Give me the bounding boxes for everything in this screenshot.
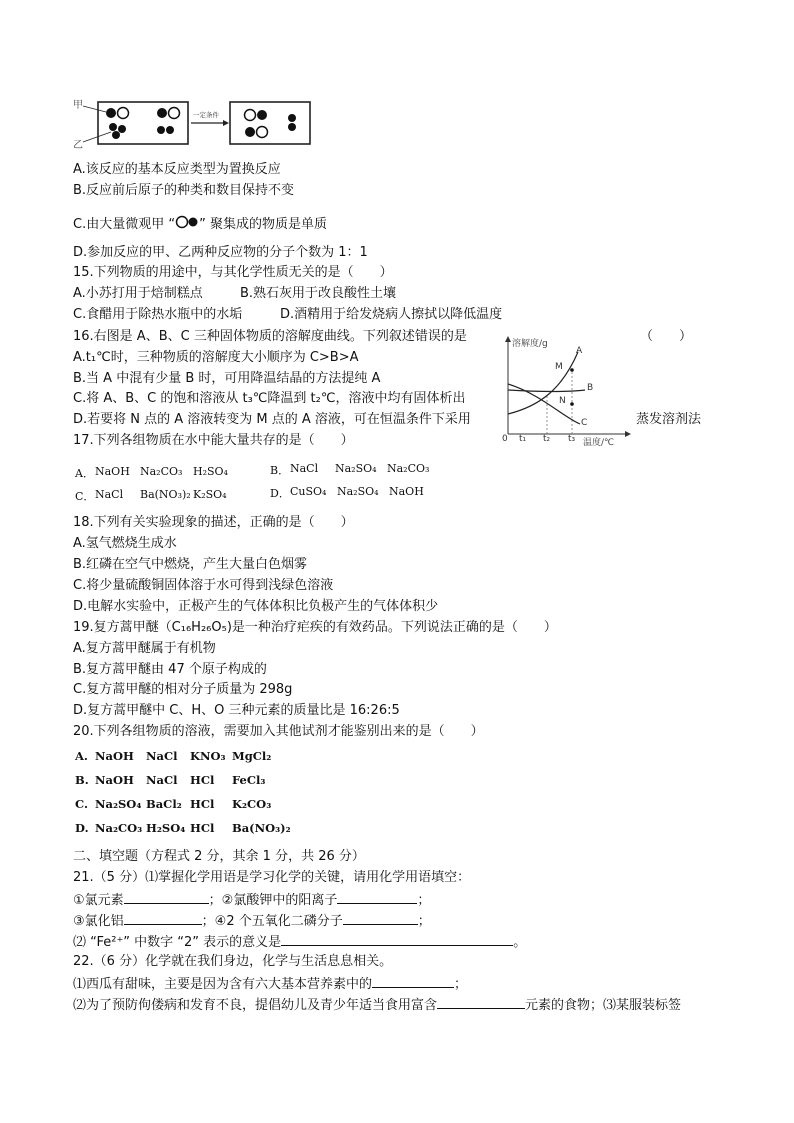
q16-option-d-tail: 蒸发溶剂法 xyxy=(636,412,702,427)
answer-blank[interactable] xyxy=(124,890,209,904)
atom-white xyxy=(257,127,268,138)
arrow-label: 一定条件 xyxy=(193,111,219,119)
q20-row-item: NaOH xyxy=(95,773,134,787)
q15-option-a: A.小苏打用于焙制糕点 xyxy=(73,286,203,301)
q21-part-2-end: 。 xyxy=(513,935,527,950)
q21-item-4-end: ； xyxy=(417,914,431,929)
q20-row-item: MgCl₂ xyxy=(232,749,272,763)
series-label-b: B xyxy=(587,383,594,393)
q20-row-item: HCl xyxy=(190,797,215,811)
q17-a-item: H₂SO₄ xyxy=(193,465,228,478)
curve-b xyxy=(508,390,585,392)
q19-stem: 19.复方蒿甲醚（C₁₆H₂₆O₅)是一种治疗疟疾的有效药品。下列说法正确的是（ ） xyxy=(73,620,557,635)
series-label-c: C xyxy=(581,418,588,428)
section-2-title: 二、填空题（方程式 2 分，其余 1 分，共 26 分） xyxy=(73,849,365,864)
q18-option-c: C.将少量硫酸铜固体溶于水可得到浅绿色溶液 xyxy=(73,578,334,593)
reaction-figure xyxy=(73,96,333,151)
q22-part-1-end: ； xyxy=(454,977,468,992)
q17-d-label: D． xyxy=(270,487,290,500)
atom-black xyxy=(118,125,126,133)
tick-t1: t₁ xyxy=(519,434,527,444)
q14-option-c-post: ” 聚集成的物质是单质 xyxy=(199,217,327,232)
q16-option-b: B.当 A 中混有少量 B 时，可用降温结晶的方法提纯 A xyxy=(73,371,381,386)
q17-b-item: Na₂SO₄ xyxy=(335,462,377,475)
q21-item-2: ②氯酸钾中的阳离子 xyxy=(221,893,338,908)
q16-option-d: D.若要将 N 点的 A 溶液转变为 M 点的 A 溶液，可在恒温条件下采用 xyxy=(73,412,471,427)
q21-item-4: ④2 个五氧化二磷分子 xyxy=(214,914,343,929)
q20-row-item: K₂CO₃ xyxy=(232,797,272,811)
solubility-chart-svg xyxy=(500,334,635,449)
q20-row-label: D. xyxy=(75,821,89,835)
q21-part-2 xyxy=(73,932,526,952)
q22-part-1-text: ⑴西瓜有甜味，主要是因为含有六大基本营养素中的 xyxy=(73,977,373,992)
q20-row-item: H₂SO₄ xyxy=(146,821,186,835)
atom-black xyxy=(288,114,296,122)
q20-row-item: Ba(NO₃)₂ xyxy=(232,821,291,835)
atom-black xyxy=(106,108,116,118)
point-m xyxy=(570,368,574,372)
q21-line-2 xyxy=(73,911,431,931)
q17-b-label: B． xyxy=(270,464,290,477)
label-yi: 乙 xyxy=(73,140,83,151)
q22-part-1 xyxy=(73,974,467,994)
q18-option-a: A.氢气燃烧生成水 xyxy=(73,536,177,551)
atom-white xyxy=(118,108,129,119)
atom-black xyxy=(157,126,165,134)
q17-a-item: Na₂CO₃ xyxy=(140,465,183,478)
q20-row-label: C. xyxy=(75,797,88,811)
q17-d-item: NaOH xyxy=(389,485,424,498)
q20-row-item: HCl xyxy=(190,773,215,787)
q20-row-item: Na₂CO₃ xyxy=(95,821,143,835)
answer-blank[interactable] xyxy=(437,995,525,1009)
atom-white xyxy=(169,108,180,119)
atom-black xyxy=(288,123,296,131)
q17-a-item: NaOH xyxy=(95,465,130,478)
q22-part-2-text: ⑵为了预防佝偻病和发育不良，提倡幼儿及青少年适当食用富含 xyxy=(73,998,438,1013)
q20-row-item: NaCl xyxy=(146,749,178,763)
q17-c-item: K₂SO₄ xyxy=(193,488,227,501)
q14-option-c-pre: C.由大量微观甲 “ xyxy=(73,217,176,232)
q18-option-d: D.电解水实验中，正极产生的气体体积比负极产生的气体体积少 xyxy=(73,599,439,614)
q20-row-item: FeCl₃ xyxy=(232,773,266,787)
atom-black xyxy=(157,108,167,118)
q17-b-item: NaCl xyxy=(290,462,319,475)
molecule-icon xyxy=(175,215,199,229)
q17-c-item: Ba(NO₃)₂ xyxy=(140,488,191,501)
reaction-diagram xyxy=(73,96,333,151)
point-label-m: M xyxy=(555,362,563,372)
atom-white xyxy=(245,110,256,121)
atom-black xyxy=(166,126,174,134)
q17-stem: 17.下列各组物质在水中能大量共存的是（ ） xyxy=(73,433,354,448)
q18-option-b: B.红磷在空气中燃烧，产生大量白色烟雾 xyxy=(73,557,308,572)
q20-stem: 20.下列各组物质的溶液，需要加入其他试剂才能鉴别出来的是（ ） xyxy=(73,724,484,739)
q19-option-c: C.复方蒿甲醚的相对分子质量为 298g xyxy=(73,682,293,697)
q22-part-2-tail: 元素的食物；⑶某服装标签 xyxy=(525,998,682,1013)
q18-stem: 18.下列有关实验现象的描述，正确的是（ ） xyxy=(73,515,354,530)
q17-a-label: A． xyxy=(75,467,94,480)
curve-a xyxy=(508,352,578,414)
series-label-a: A xyxy=(576,346,583,356)
q19-option-d: D.复方蒿甲醚中 C、H、O 三种元素的质量比是 16:26:5 xyxy=(73,703,400,718)
tick-t3: t₃ xyxy=(568,434,576,444)
q19-option-a: A.复方蒿甲醚属于有机物 xyxy=(73,641,216,656)
chart-xlabel: 温度/℃ xyxy=(583,438,615,448)
atom-black xyxy=(257,110,267,120)
q20-row-item: HCl xyxy=(190,821,215,835)
q20-row-item: NaOH xyxy=(95,749,134,763)
tick-t2: t₂ xyxy=(543,434,551,444)
q14-option-c xyxy=(73,215,327,234)
q15-option-c: C.食醋用于除热水瓶中的水垢 xyxy=(73,307,243,322)
q21-part-2-text: ⑵ “Fe²⁺” 中数字 “2” 表示的意义是 xyxy=(73,935,282,950)
curve-c xyxy=(508,384,580,424)
q22-part-2 xyxy=(73,995,681,1015)
q21-line-1 xyxy=(73,890,430,910)
q19-option-b: B.复方蒿甲醚由 47 个原子构成的 xyxy=(73,662,267,677)
q17-d-item: CuSO₄ xyxy=(290,485,327,498)
product-box xyxy=(230,102,310,144)
q20-row-item: Na₂SO₄ xyxy=(95,797,142,811)
q15-option-d: D.酒精用于给发烧病人擦拭以降低温度 xyxy=(280,307,503,322)
q17-b-item: Na₂CO₃ xyxy=(387,462,430,475)
q22-stem: 22.（6 分）化学就在我们身边，化学与生活息息相关。 xyxy=(73,954,393,969)
q17-c-label: C． xyxy=(75,490,95,503)
q15-stem: 15.下列物质的用途中，与其化学性质无关的是（ ） xyxy=(73,265,393,280)
q21-item-3: ③氯化铝 xyxy=(73,914,124,929)
solubility-chart xyxy=(500,334,635,449)
answer-blank[interactable] xyxy=(124,911,202,925)
chart-ylabel: 溶解度/g xyxy=(512,339,548,349)
point-label-n: N xyxy=(559,396,566,406)
q15-option-b: B.熟石灰用于改良酸性土壤 xyxy=(240,286,397,301)
q17-d-item: Na₂SO₄ xyxy=(337,485,379,498)
q21-stem: 21.（5 分）⑴掌握化学用语是学习化学的关键，请用化学用语填空： xyxy=(73,870,471,885)
q20-row-label: B. xyxy=(75,773,89,787)
atom-black xyxy=(112,131,120,139)
q14-option-d: D.参加反应的甲、乙两种反应物的分子个数为 1：1 xyxy=(73,245,368,260)
q14-option-a: A.该反应的基本反应类型为置换反应 xyxy=(73,162,281,177)
q17-c-item: NaCl xyxy=(95,488,124,501)
answer-blank[interactable] xyxy=(281,932,513,946)
atom-black xyxy=(245,127,255,137)
q20-row-item: NaCl xyxy=(146,773,178,787)
q14-option-b: B.反应前后原子的种类和数目保持不变 xyxy=(73,183,295,198)
answer-blank[interactable] xyxy=(372,974,454,988)
answer-blank[interactable] xyxy=(343,911,418,925)
q20-row-item: BaCl₂ xyxy=(146,797,182,811)
q21-item-2-end: ； xyxy=(417,893,431,908)
q16-paren: （ ） xyxy=(640,329,693,344)
label-jia: 甲 xyxy=(73,100,83,111)
q21-item-1: ①氯元素 xyxy=(73,893,124,908)
q16-option-a: A.t₁℃时，三种物质的溶解度大小顺序为 C>B>A xyxy=(73,350,359,365)
atom-black xyxy=(109,123,117,131)
origin-label: 0 xyxy=(502,434,508,444)
q20-row-label: A. xyxy=(75,749,88,763)
q21-item-1-end: ； xyxy=(208,893,222,908)
answer-blank[interactable] xyxy=(337,890,417,904)
q20-row-item: KNO₃ xyxy=(190,749,226,763)
q21-item-3-end: ； xyxy=(201,914,215,929)
point-n xyxy=(570,402,574,406)
q16-option-c: C.将 A、B、C 的饱和溶液从 t₃℃降温到 t₂℃，溶液中均有固体析出 xyxy=(73,391,466,406)
q16-stem: 16.右图是 A、B、C 三种固体物质的溶解度曲线。下列叙述错误的是 xyxy=(73,329,467,344)
